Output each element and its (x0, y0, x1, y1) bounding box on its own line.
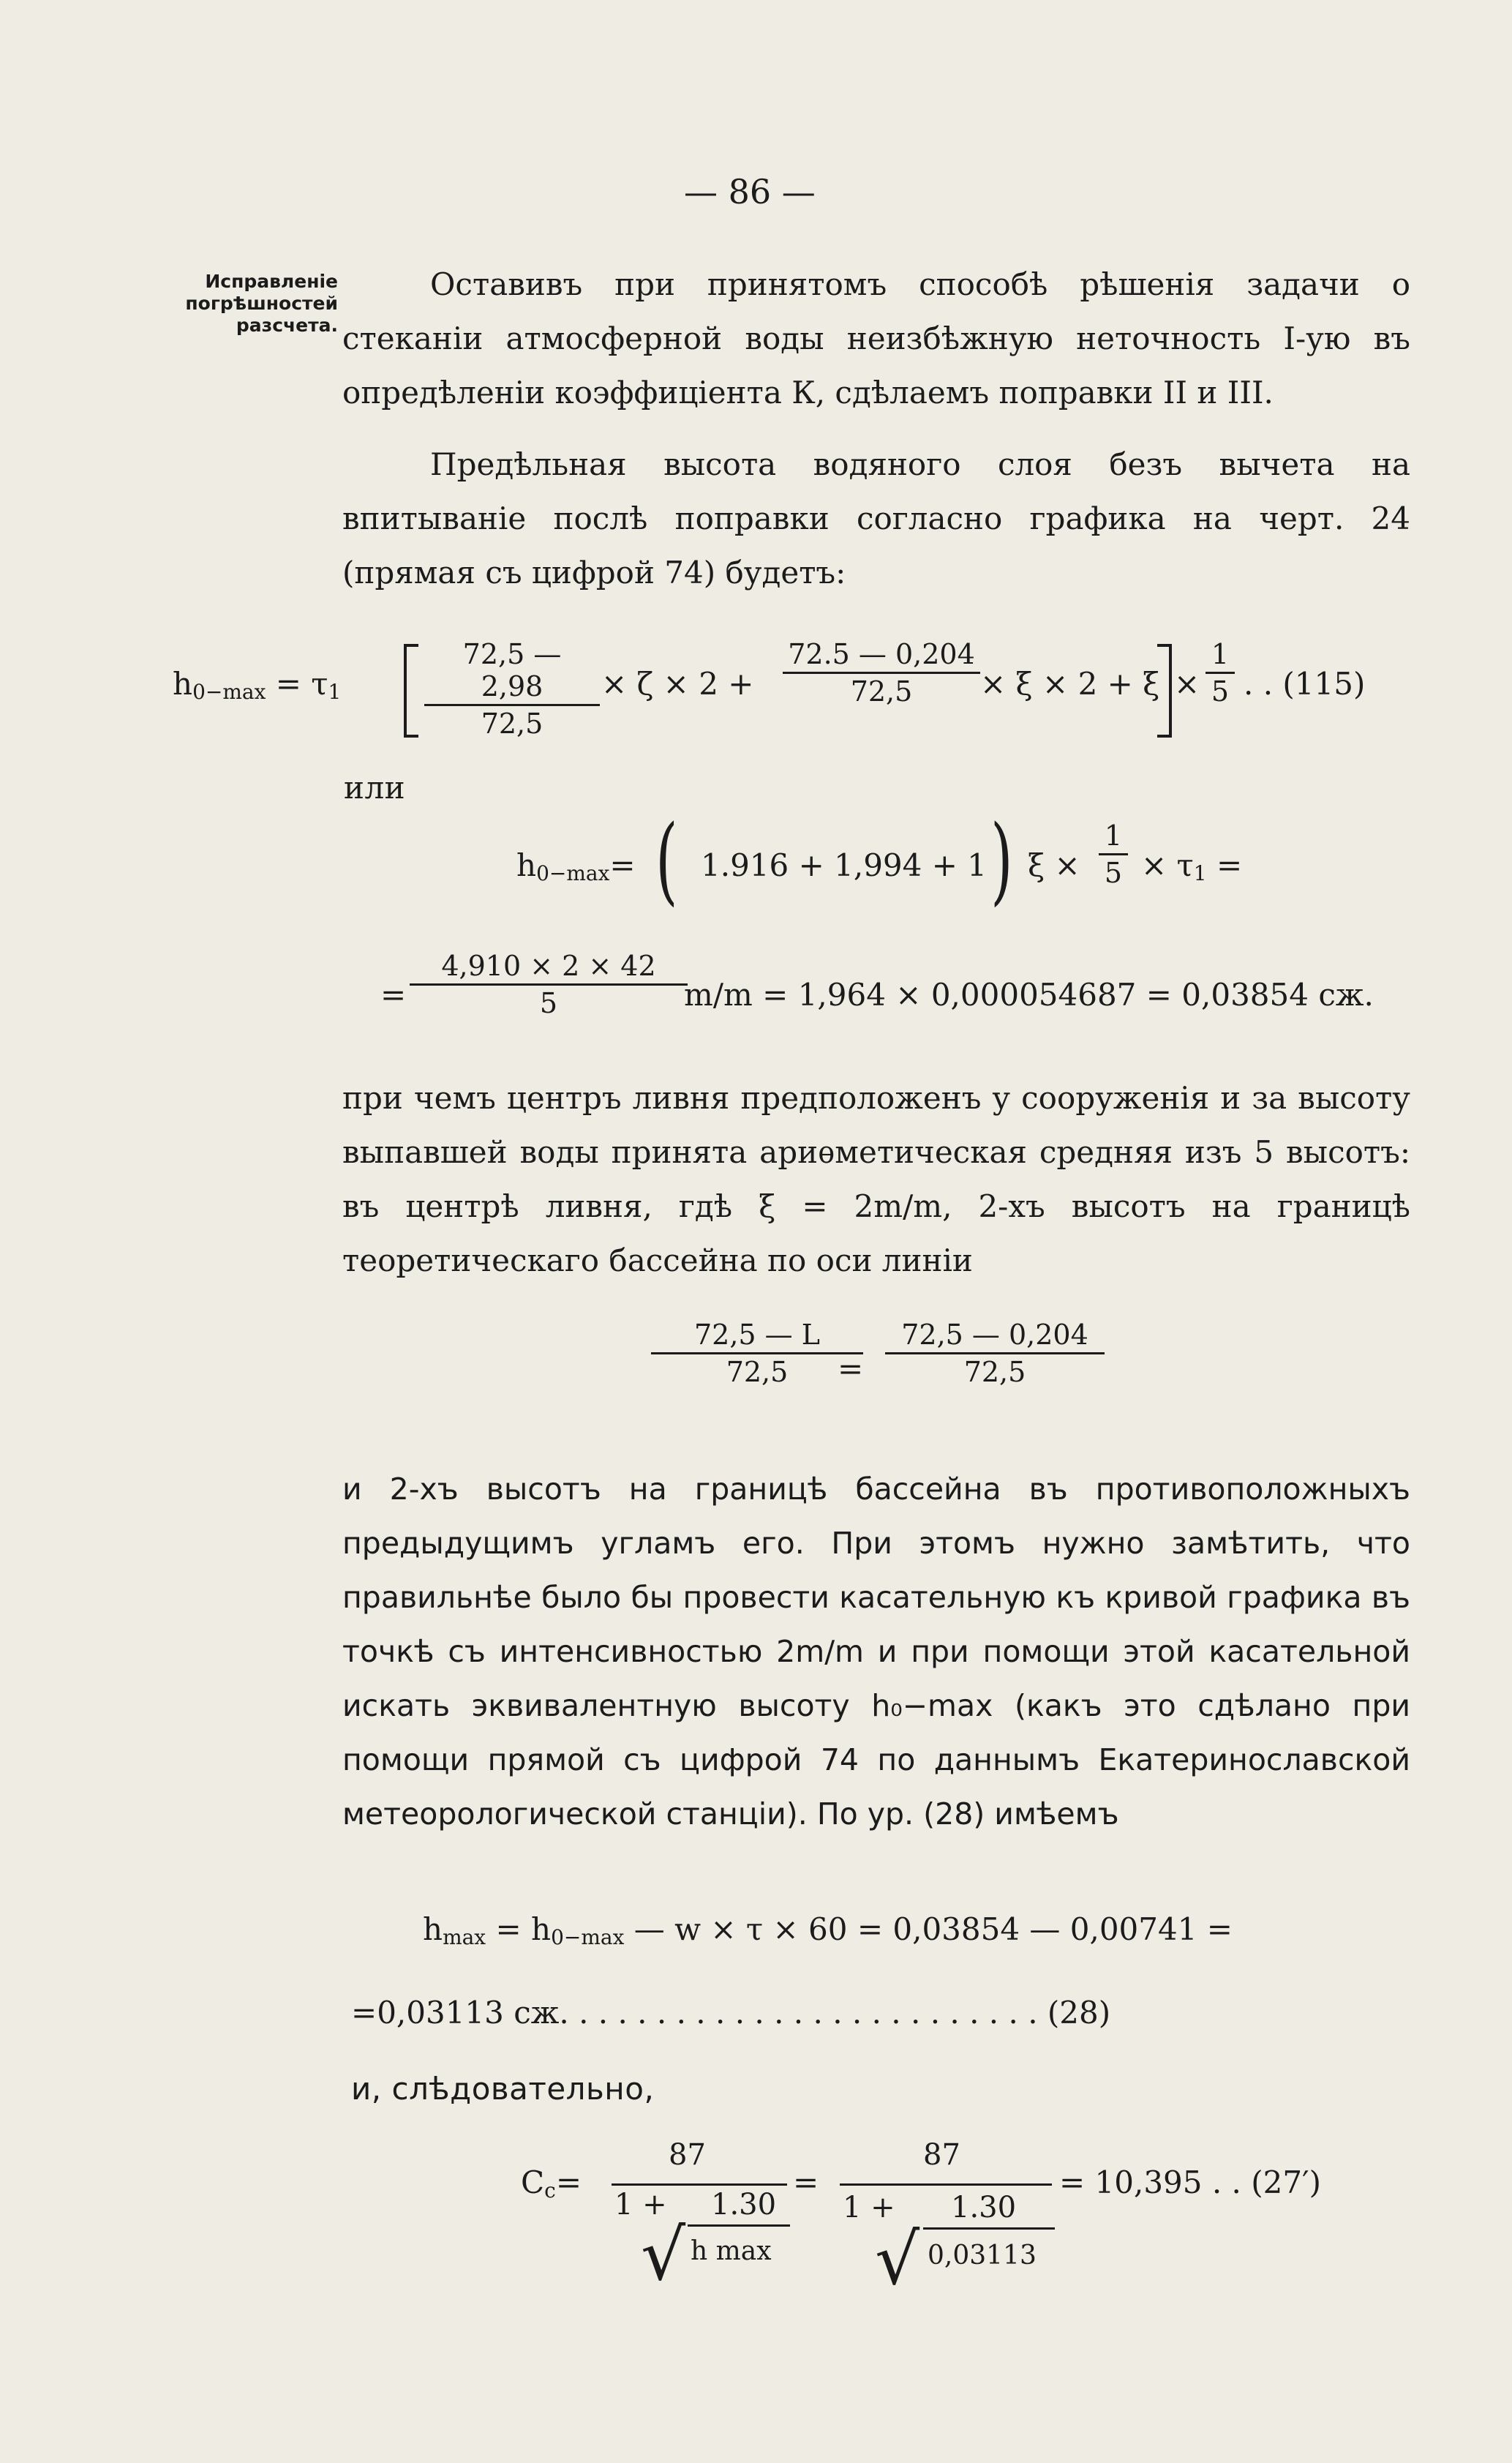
eq27-f1-den-b-num: 1.30 (711, 2188, 777, 2222)
eq115-f1-bar (424, 704, 600, 706)
eq28-h-sub: max (443, 1925, 486, 1949)
eq27-f1-inner-bar (688, 2224, 790, 2227)
eq-or-equals: = (609, 847, 636, 883)
eq27-f2-bar (840, 2183, 1052, 2186)
eq-result-equals: = (380, 977, 407, 1013)
eq27-f2-den-a: 1 + (843, 2191, 895, 2224)
eq115-mid2: × ξ × 2 + ξ (980, 666, 1160, 702)
eq-or-lhs (516, 847, 636, 885)
paragraph-2: Предѣльная высота водяного слоя безъ вычета на впитываніе послѣ поправки согласно графика на черт. 24 (прямая съ цифрой 74) будетъ: (342, 446, 1410, 591)
eq-result-f-num: 4,910 × 2 × 42 (441, 950, 656, 982)
eq27-f2-num: 87 (923, 2138, 960, 2172)
eq115-lhs-h: h (173, 666, 193, 702)
eq27-f1-den-a: 1 + (614, 2188, 667, 2222)
eq-ratio-left (651, 1319, 863, 1388)
eq27-f1-num: 87 (669, 2138, 706, 2172)
eq-ratio-equals: = (838, 1351, 864, 1387)
eq-or-tail (1141, 847, 1242, 885)
eq27-f2-den-b-den: 0,03113 (928, 2241, 1037, 2271)
eq-or-inner: 1.916 + 1,994 + 1 (701, 847, 987, 883)
eq-result-f-den: 5 (539, 987, 558, 1019)
eq-or-f-den: 5 (1104, 857, 1123, 889)
eq115-f3-num: 1 (1211, 638, 1230, 670)
eq-or-f-bar (1099, 853, 1128, 855)
eq27-c-sub: c (544, 2178, 556, 2203)
eq27-f2-den-b-num: 1.30 (951, 2191, 1017, 2224)
margin-note-line: Исправленіе (205, 271, 338, 292)
eq-result-fraction (410, 950, 688, 1019)
eq-or-lhs-h: h (516, 847, 537, 883)
margin-note-line: погрѣшностей (185, 293, 338, 314)
page-number: — 86 — (684, 172, 816, 211)
eq115-label: . . (115) (1244, 666, 1366, 702)
eq-or-f-num: 1 (1104, 820, 1123, 852)
eq115-f1-den: 72,5 (481, 708, 544, 740)
eq28-line1 (423, 1911, 1233, 1949)
eq-or-lhs-sub: 0−max (536, 861, 610, 885)
word-or: или (344, 770, 406, 806)
eq115-fraction-3 (1206, 638, 1235, 708)
eq115-f3-bar (1206, 672, 1235, 674)
eq27-equals: = (555, 2164, 582, 2200)
eq115-f2-num: 72.5 — 0,204 (788, 638, 975, 670)
eq115-lhs-sub: 0−max (192, 680, 266, 704)
paragraph-3: при чемъ центръ ливня предположенъ у сооруженія и за высоту выпавшей воды принята ариѳметическая средняя изъ 5 высотъ: въ центрѣ ливня, гдѣ ξ = 2m/m, 2-хъ высотъ на границѣ теоретическаго бассейна по оси линіи (342, 1080, 1410, 1278)
eq115-f3-den: 5 (1211, 675, 1230, 708)
and-therefore: и, слѣдовательно, (351, 2071, 655, 2107)
eq-ratio-r-den: 72,5 (963, 1356, 1026, 1388)
eq-or-tail-eq: = (1216, 847, 1243, 883)
eq28-mid-sub: 0−max (551, 1925, 625, 1949)
eq27-equals-2: = (793, 2164, 819, 2200)
eq27-lhs (521, 2164, 582, 2203)
eq-or-after: ξ × (1028, 847, 1080, 883)
eq-or-tail-tau: × τ (1141, 847, 1194, 883)
eq27-f1-sqrt-icon: √ (641, 2214, 686, 2296)
eq-ratio-l-num: 72,5 — L (693, 1319, 820, 1351)
eq-ratio-l-bar (651, 1352, 863, 1354)
eq27-c: C (521, 2164, 545, 2200)
eq-or-fraction (1099, 820, 1128, 889)
eq115-f2-den: 72,5 (850, 675, 913, 708)
eq115-tau-sub: 1 (328, 680, 342, 704)
eq115-right-bracket (1157, 644, 1172, 738)
eq27-f2-sqrt-icon: √ (875, 2219, 920, 2301)
eq115-fraction-2 (783, 638, 980, 708)
margin-note (162, 271, 338, 337)
eq115-fraction-1 (424, 638, 600, 740)
eq-ratio-r-bar (885, 1352, 1105, 1354)
eq27-f1-bar (612, 2183, 787, 2186)
eq27-result: = 10,395 . . (27′) (1059, 2164, 1322, 2200)
eq115-lhs (173, 666, 341, 704)
eq28-h: h (423, 1911, 443, 1947)
eq115-f1-num: 72,5 — 2,98 (462, 638, 562, 702)
eq115-left-bracket (404, 644, 418, 738)
eq27-f1-den-b-den: h max (691, 2236, 772, 2266)
eq28-line2: =0,03113 сж. . . . . . . . . . . . . . . . . . . . . . . . . (28) (351, 1995, 1111, 2031)
eq27-f2-inner-bar (923, 2227, 1055, 2230)
paragraph-4: и 2-хъ высотъ на границѣ бассейна въ противоположныхъ предыдущимъ угламъ его. При этомъ нужно замѣтить, что правильнѣе было бы провести касательную къ кривой графика въ точкѣ съ интенсивностью 2m/m и при помощи этой касательной искать эквивалентную высоту h₀−max (какъ это сдѣлано при помощи прямой съ цифрой 74 по даннымъ Екатеринославской метеорологической станціи). По ур. (28) имѣемъ (342, 1472, 1410, 1832)
eq-ratio-r-num: 72,5 — 0,204 (901, 1319, 1088, 1351)
eq28-mid: = h (486, 1911, 552, 1947)
eq115-mid1: × ζ × 2 + (601, 666, 754, 702)
margin-note-line: разсчета. (236, 315, 338, 336)
eq-result-f-bar (410, 983, 688, 986)
eq-ratio-l-den: 72,5 (726, 1356, 789, 1388)
eq115-f2-bar (783, 672, 980, 674)
eq28-rest: — w × τ × 60 = 0,03854 — 0,00741 = (624, 1911, 1233, 1947)
eq-or-tail-sub: 1 (1193, 861, 1207, 885)
eq-or-left-paren: ( (655, 804, 678, 915)
paragraph-1: Оставивъ при принятомъ способѣ рѣшенія задачи о стеканіи атмосферной воды неизбѣжную неточность I-ую въ опредѣленіи коэффиціента К, сдѣлаемъ поправки II и III. (342, 266, 1410, 410)
eq-ratio-right (885, 1319, 1105, 1388)
eq-result-rest: m/m = 1,964 × 0,000054687 = 0,03854 сж. (684, 977, 1374, 1013)
eq115-tau: = τ (275, 666, 328, 702)
eq115-after: × (1174, 666, 1200, 702)
eq-or-right-paren: ) (990, 804, 1013, 915)
